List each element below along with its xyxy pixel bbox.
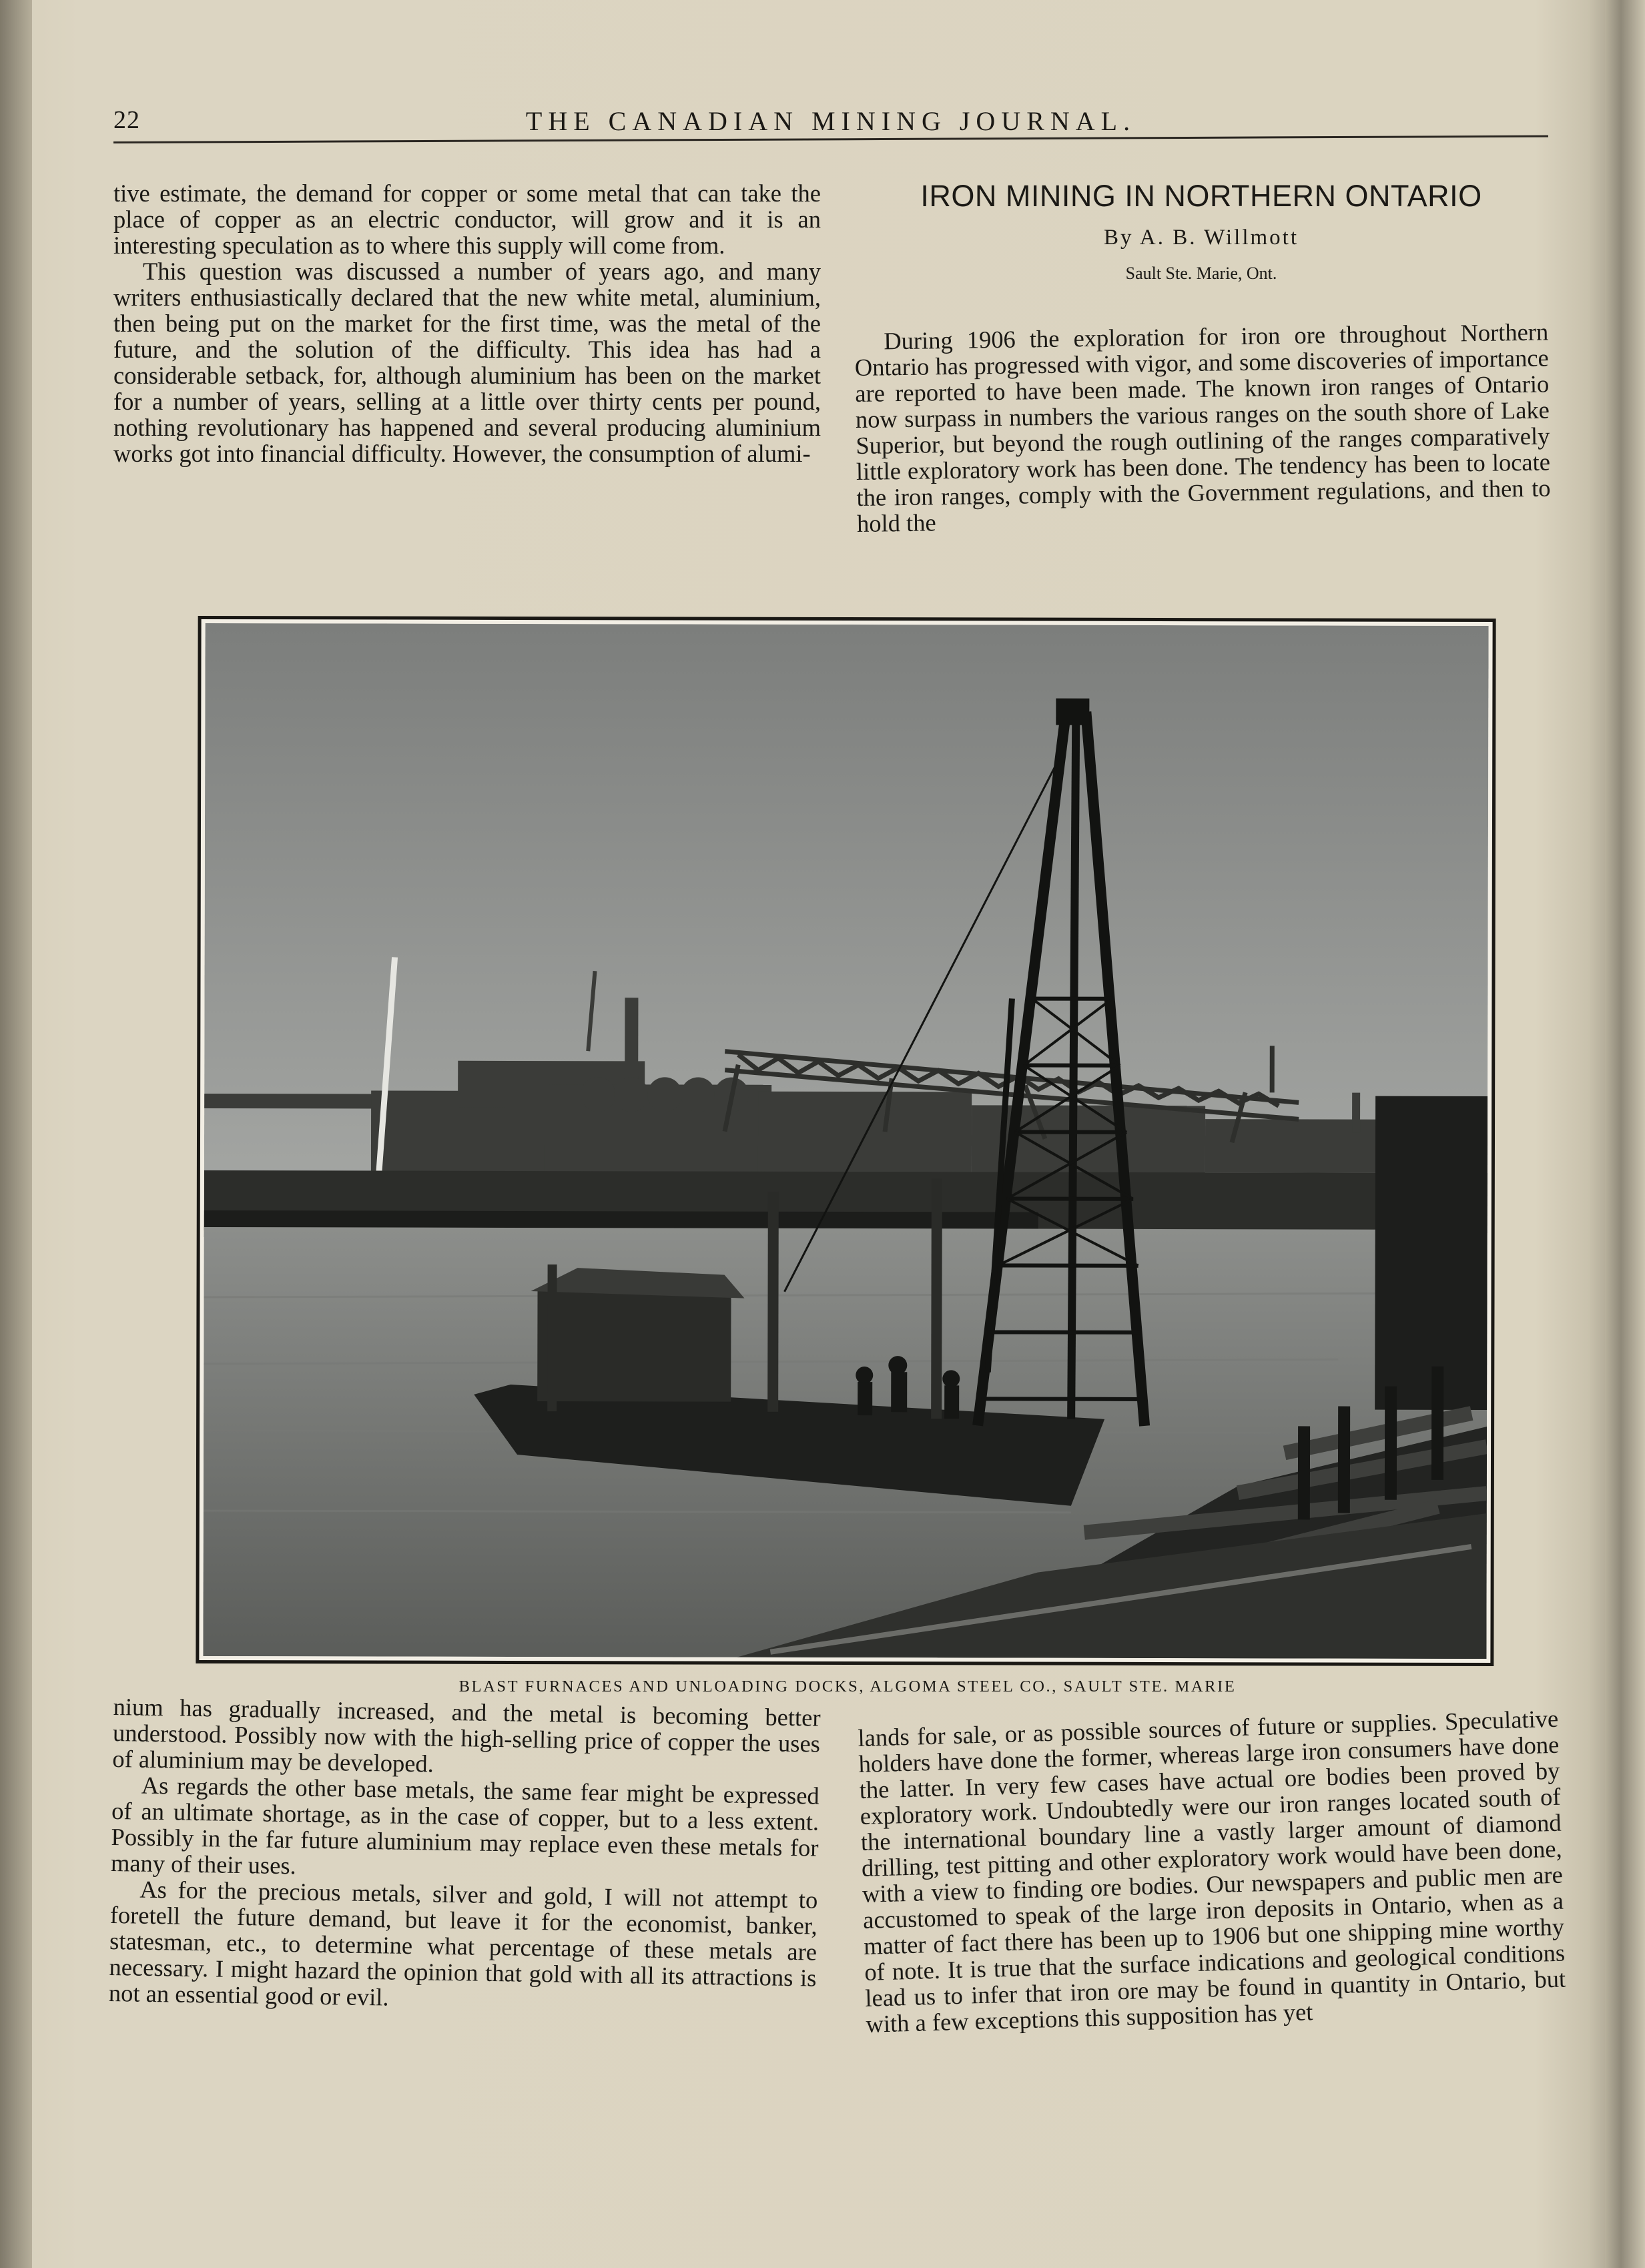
article-heading [854, 179, 1548, 284]
paragraph: tive estimate, the demand for copper or some metal that can take the place of copper as an electric conductor, will grow and it is an interesting speculation as to where this supply will come from. [113, 179, 821, 259]
journal-title: THE CANADIAN MINING JOURNAL. [525, 106, 1136, 136]
page-edge-shadow [1605, 0, 1645, 2268]
column-bottom-right [858, 1706, 1567, 2037]
harbour-photo-illustration [203, 623, 1488, 1659]
paragraph: As for the precious metals, silver and gold, I will not attempt to foretell the future demand, but leave it for the economist, banker, statesman, etc., to determine what percentage of these metals are necessary. I might hazard the opinion that gold with all its attractions is not an essential good or evil. [108, 1875, 818, 2011]
article-byline: By A. B. Willmott [1103, 226, 1299, 250]
halftone-photograph [196, 616, 1496, 1666]
page-number: 22 [113, 106, 140, 134]
column-top-right [854, 318, 1551, 536]
paragraph: lands for sale, or as possible sources of future or supplies. Speculative holders have done the former, whereas large iron consumers have done the latter. In very few cases have actual ore bodies been proved by exploratory work. Undoubtedly were our iron ranges located south of the international boundary line a vastly larger amount of diamond drilling, test pitting and other exploratory work would have been done, with a view to finding ore bodies. Our newspapers and public men are accustomed to speak of the large iron deposits in Ontario, when as a matter of fact there has been up to 1906 but one shipping mine worthy of note. It is true that the surface indications and geological conditions lead us to infer that iron ore may be found in quantity in Ontario, but with a few exceptions this supposition has yet [857, 1704, 1566, 2038]
paragraph: This question was discussed a number of years ago, and many writers enthusiastically declared that the new white metal, aluminium, then being put on the market for the first time, was the metal of the future, and the solution of the difficulty. This idea has had a considerable setback, for, although aluminium has been on the market for a number of years, selling at a little over thirty cents per pound, nothing revolutionary has happened and several producing aluminium works got into financial difficulty. However, the consumption of alumi- [113, 258, 821, 467]
article-location: Sault Ste. Marie, Ont. [1125, 264, 1277, 283]
column-top-left [113, 180, 821, 466]
paragraph: As regards the other base metals, the same fear might be expressed of an ultimate shortage, as in the case of copper, but to a less extent. Possibly in the far future aluminium may replace even these metals for many of their uses. [110, 1771, 820, 1880]
paragraph: During 1906 the exploration for iron ore throughout Northern Ontario has progressed with vigor, and some discoveries of importance are reported to have been made. The known iron ranges of Ontario now surpass in numbers the various ranges on the south shore of Lake Superior, but beyond the rough outlining of the ranges comparatively little exploratory work has been done. The tendency has been to locate the iron ranges, comply with the Government regulations, and then to hold the [854, 318, 1551, 537]
column-bottom-left [109, 1693, 821, 2017]
article-title: IRON MINING IN NORTHERN ONTARIO [920, 179, 1482, 213]
figure-caption: BLAST FURNACES AND UNLOADING DOCKS, ALGOMA STEEL CO., SAULT STE. MARIE [458, 1677, 1237, 1695]
book-spine-shadow [0, 0, 32, 2268]
paragraph: nium has gradually increased, and the metal is becoming better understood. Possibly now with the high-selling price of copper the uses of aluminium may be developed. [112, 1693, 821, 1778]
